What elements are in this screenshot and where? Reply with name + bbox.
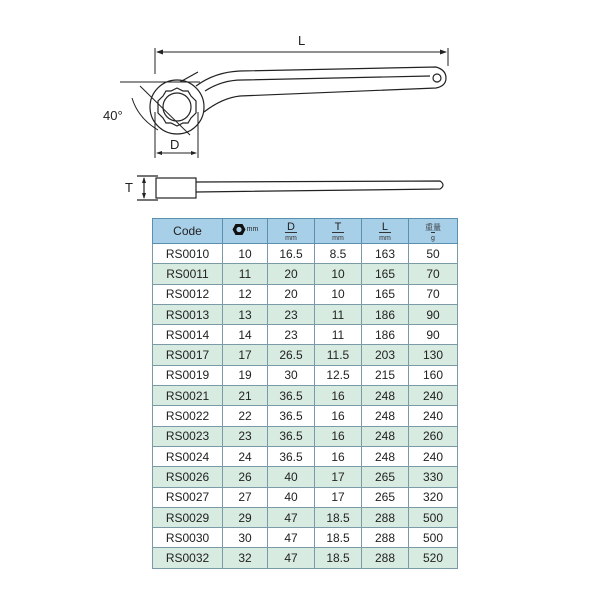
size-cell: 24 [223,446,268,466]
size-cell: 22 [223,406,268,426]
size-cell: 11 [223,264,268,284]
header-thickness-label: T [334,221,342,233]
code-cell: RS0022 [153,406,223,426]
weight-cell: 500 [409,507,458,527]
length-cell: 186 [362,304,409,324]
table-row [153,264,458,284]
table-row [153,304,458,324]
weight-cell: 330 [409,467,458,487]
weight-cell: 260 [409,426,458,446]
thickness-cell: 17 [315,487,362,507]
length-cell: 203 [362,345,409,365]
weight-cell: 500 [409,528,458,548]
size-cell: 26 [223,467,268,487]
length-cell: 215 [362,365,409,385]
header-diameter [268,219,315,244]
code-cell: RS0029 [153,507,223,527]
header-thickness [315,219,362,244]
code-cell: RS0011 [153,264,223,284]
diameter-cell: 16.5 [268,244,315,264]
header-diameter-label: D [287,221,295,233]
diameter-cell: 36.5 [268,426,315,446]
thickness-cell: 17 [315,467,362,487]
weight-cell: 240 [409,406,458,426]
wrench-top-view [150,67,446,134]
size-cell: 27 [223,487,268,507]
length-cell: 248 [362,426,409,446]
table-row [153,426,458,446]
code-cell: RS0027 [153,487,223,507]
diameter-cell: 20 [268,264,315,284]
header-weight [409,219,458,244]
length-cell: 288 [362,548,409,568]
weight-cell: 320 [409,487,458,507]
code-cell: RS0030 [153,528,223,548]
header-length-label: L [381,221,389,233]
header-size-unit: mm [246,226,259,233]
thickness-cell: 18.5 [315,507,362,527]
angle-dimension [120,82,200,135]
diameter-cell: 23 [268,304,315,324]
thickness-label: T [125,180,133,195]
length-cell: 163 [362,244,409,264]
diameter-cell: 47 [268,507,315,527]
size-cell: 32 [223,548,268,568]
size-cell: 23 [223,426,268,446]
size-cell: 12 [223,284,268,304]
thickness-cell: 8.5 [315,244,362,264]
diameter-cell: 40 [268,487,315,507]
table-header-row [153,219,458,244]
size-cell: 17 [223,345,268,365]
size-cell: 21 [223,386,268,406]
weight-cell: 130 [409,345,458,365]
thickness-cell: 18.5 [315,528,362,548]
hexagon-icon [232,223,246,236]
header-diameter-unit: mm [285,232,297,243]
thickness-cell: 16 [315,426,362,446]
length-cell: 248 [362,406,409,426]
code-cell: RS0012 [153,284,223,304]
code-cell: RS0017 [153,345,223,365]
thickness-cell: 18.5 [315,548,362,568]
weight-cell: 70 [409,264,458,284]
length-cell: 248 [362,386,409,406]
length-cell: 265 [362,487,409,507]
angle-label: 40° [103,108,123,123]
header-length [362,219,409,244]
size-cell: 19 [223,365,268,385]
length-cell: 165 [362,284,409,304]
table-row [153,446,458,466]
table-row [153,345,458,365]
weight-cell: 50 [409,244,458,264]
table-row [153,507,458,527]
table-row [153,548,458,568]
weight-cell: 90 [409,304,458,324]
size-cell: 14 [223,325,268,345]
size-cell: 30 [223,528,268,548]
table-row [153,386,458,406]
size-cell: 29 [223,507,268,527]
diameter-cell: 26.5 [268,345,315,365]
thickness-cell: 11 [315,304,362,324]
diameter-cell: 20 [268,284,315,304]
diameter-cell: 36.5 [268,386,315,406]
table-row [153,467,458,487]
header-size [223,219,268,244]
thickness-cell: 12.5 [315,365,362,385]
header-length-unit: mm [379,232,391,243]
code-cell: RS0023 [153,426,223,446]
table-body [153,244,458,569]
code-cell: RS0013 [153,304,223,324]
diameter-label: D [170,137,180,152]
diameter-cell: 36.5 [268,446,315,466]
code-cell: RS0032 [153,548,223,568]
code-cell: RS0014 [153,325,223,345]
length-cell: 248 [362,446,409,466]
length-cell: 165 [362,264,409,284]
header-weight-label: 重量 [425,223,441,232]
wrench-side-view [137,176,443,200]
code-cell: RS0019 [153,365,223,385]
table-row [153,325,458,345]
diameter-cell: 30 [268,365,315,385]
table-row [153,244,458,264]
diameter-cell: 40 [268,467,315,487]
table-row [153,284,458,304]
thickness-cell: 16 [315,406,362,426]
thickness-cell: 16 [315,386,362,406]
size-cell: 10 [223,244,268,264]
wrench-technical-drawing [0,0,600,215]
size-cell: 13 [223,304,268,324]
table-row [153,487,458,507]
code-cell: RS0024 [153,446,223,466]
code-cell: RS0010 [153,244,223,264]
length-cell: 288 [362,507,409,527]
weight-cell: 160 [409,365,458,385]
header-code [153,219,223,244]
table-row [153,528,458,548]
specification-table [152,218,458,569]
weight-cell: 520 [409,548,458,568]
weight-cell: 70 [409,284,458,304]
length-cell: 265 [362,467,409,487]
weight-cell: 240 [409,386,458,406]
thickness-cell: 11 [315,325,362,345]
diameter-cell: 23 [268,325,315,345]
thickness-cell: 11.5 [315,345,362,365]
weight-cell: 90 [409,325,458,345]
length-label: L [298,33,306,48]
code-cell: RS0021 [153,386,223,406]
diameter-cell: 36.5 [268,406,315,426]
diameter-cell: 47 [268,548,315,568]
thickness-cell: 10 [315,284,362,304]
thickness-cell: 16 [315,446,362,466]
code-cell: RS0026 [153,467,223,487]
thickness-cell: 10 [315,264,362,284]
diameter-cell: 47 [268,528,315,548]
header-code-label: Code [173,224,202,238]
length-cell: 288 [362,528,409,548]
header-weight-unit: g [431,232,435,243]
header-thickness-unit: mm [332,232,344,243]
length-cell: 186 [362,325,409,345]
weight-cell: 240 [409,446,458,466]
table-row [153,365,458,385]
table-row [153,406,458,426]
